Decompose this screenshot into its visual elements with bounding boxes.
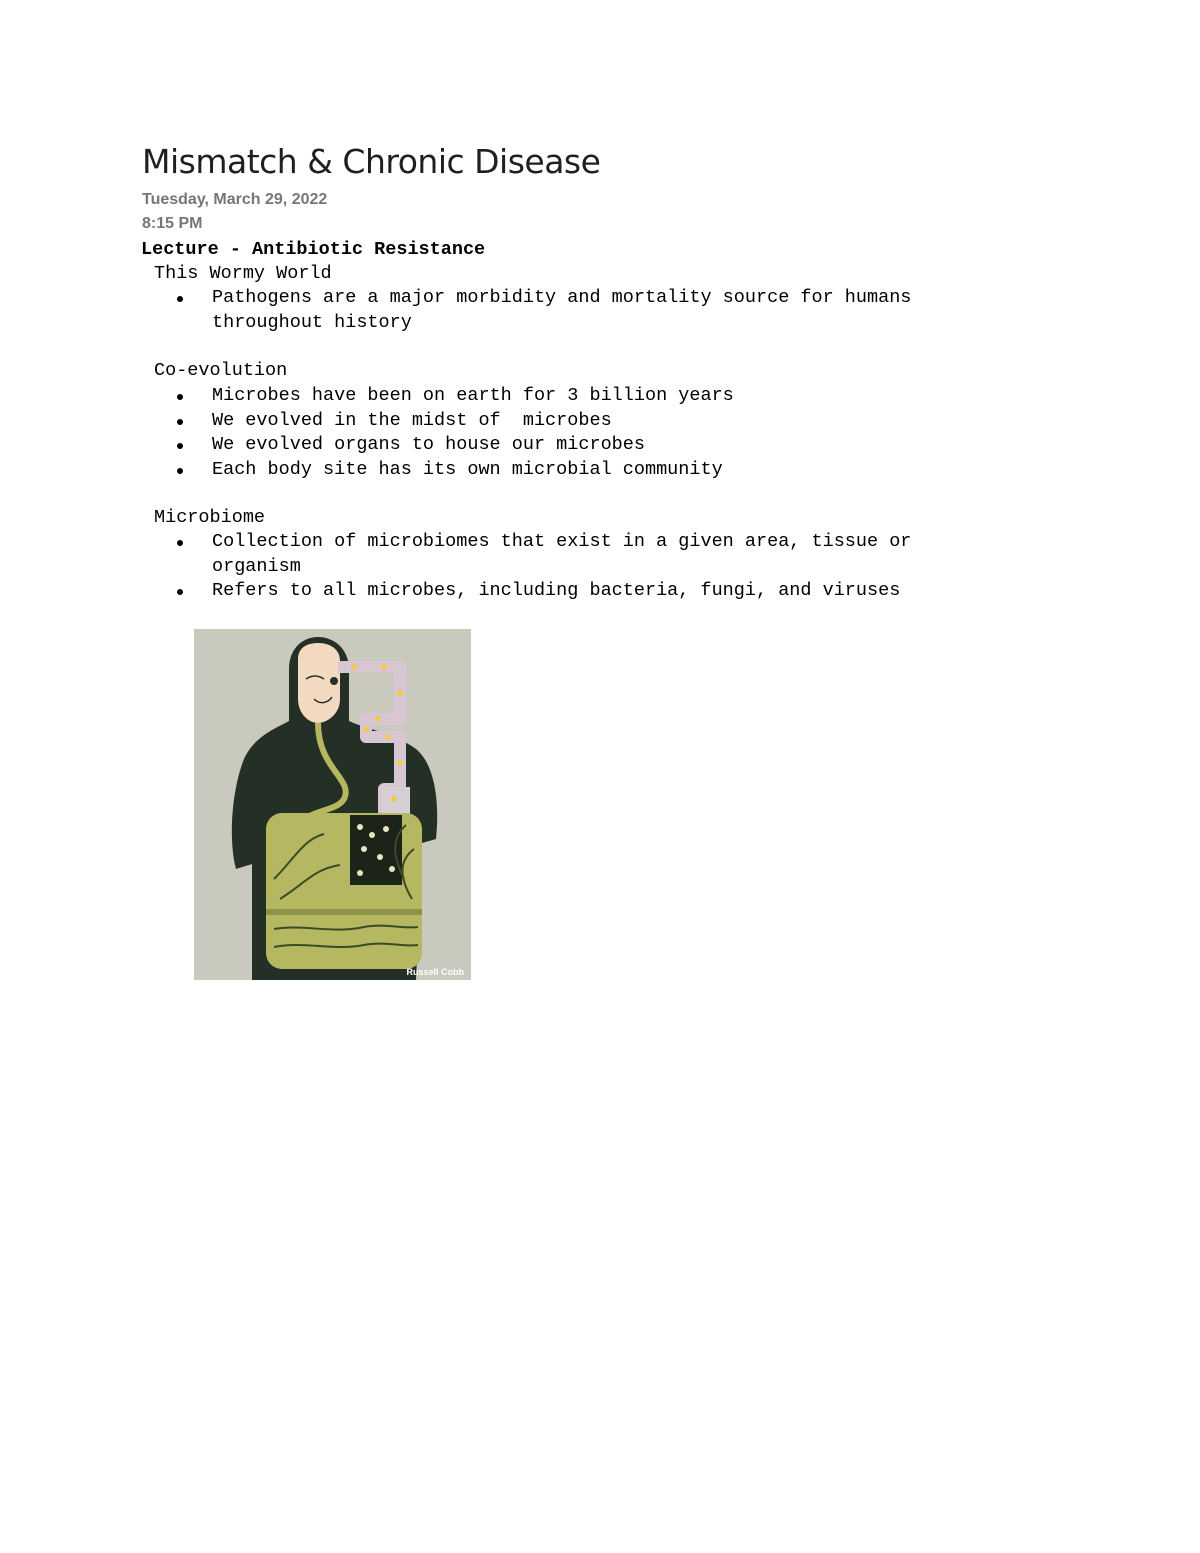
gut-divider	[266, 909, 422, 915]
list-item: Each body site has its own microbial community	[175, 458, 734, 483]
microbiome-illustration	[194, 629, 471, 980]
section-title-this-wormy-world: This Wormy World	[154, 263, 332, 284]
bullet-list-co-evolution	[175, 384, 734, 482]
bullet-list-this-wormy-world	[175, 286, 911, 335]
section-title-co-evolution: Co-evolution	[154, 360, 288, 381]
note-date: Tuesday, March 29, 2022	[142, 191, 328, 208]
list-item: Microbes have been on earth for 3 billion years	[175, 384, 734, 409]
section-title-microbiome: Microbiome	[154, 507, 266, 528]
list-item: We evolved in the midst of microbes	[175, 409, 734, 434]
lecture-heading: Lecture - Antibiotic Resistance	[141, 239, 486, 260]
list-item: Refers to all microbes, including bacteria, fungi, and viruses	[175, 579, 911, 604]
eye	[330, 677, 338, 685]
list-item: Pathogens are a major morbidity and mortality source for humans throughout history	[175, 286, 911, 335]
page-title: Mismatch & Chronic Disease	[142, 142, 601, 181]
bullet-list-microbiome	[175, 530, 911, 604]
list-item: Collection of microbiomes that exist in a given area, tissue or organism	[175, 530, 911, 579]
list-item: We evolved organs to house our microbes	[175, 433, 734, 458]
illustration-credit: Russell Cobb	[406, 967, 464, 977]
note-time: 8:15 PM	[142, 215, 203, 232]
